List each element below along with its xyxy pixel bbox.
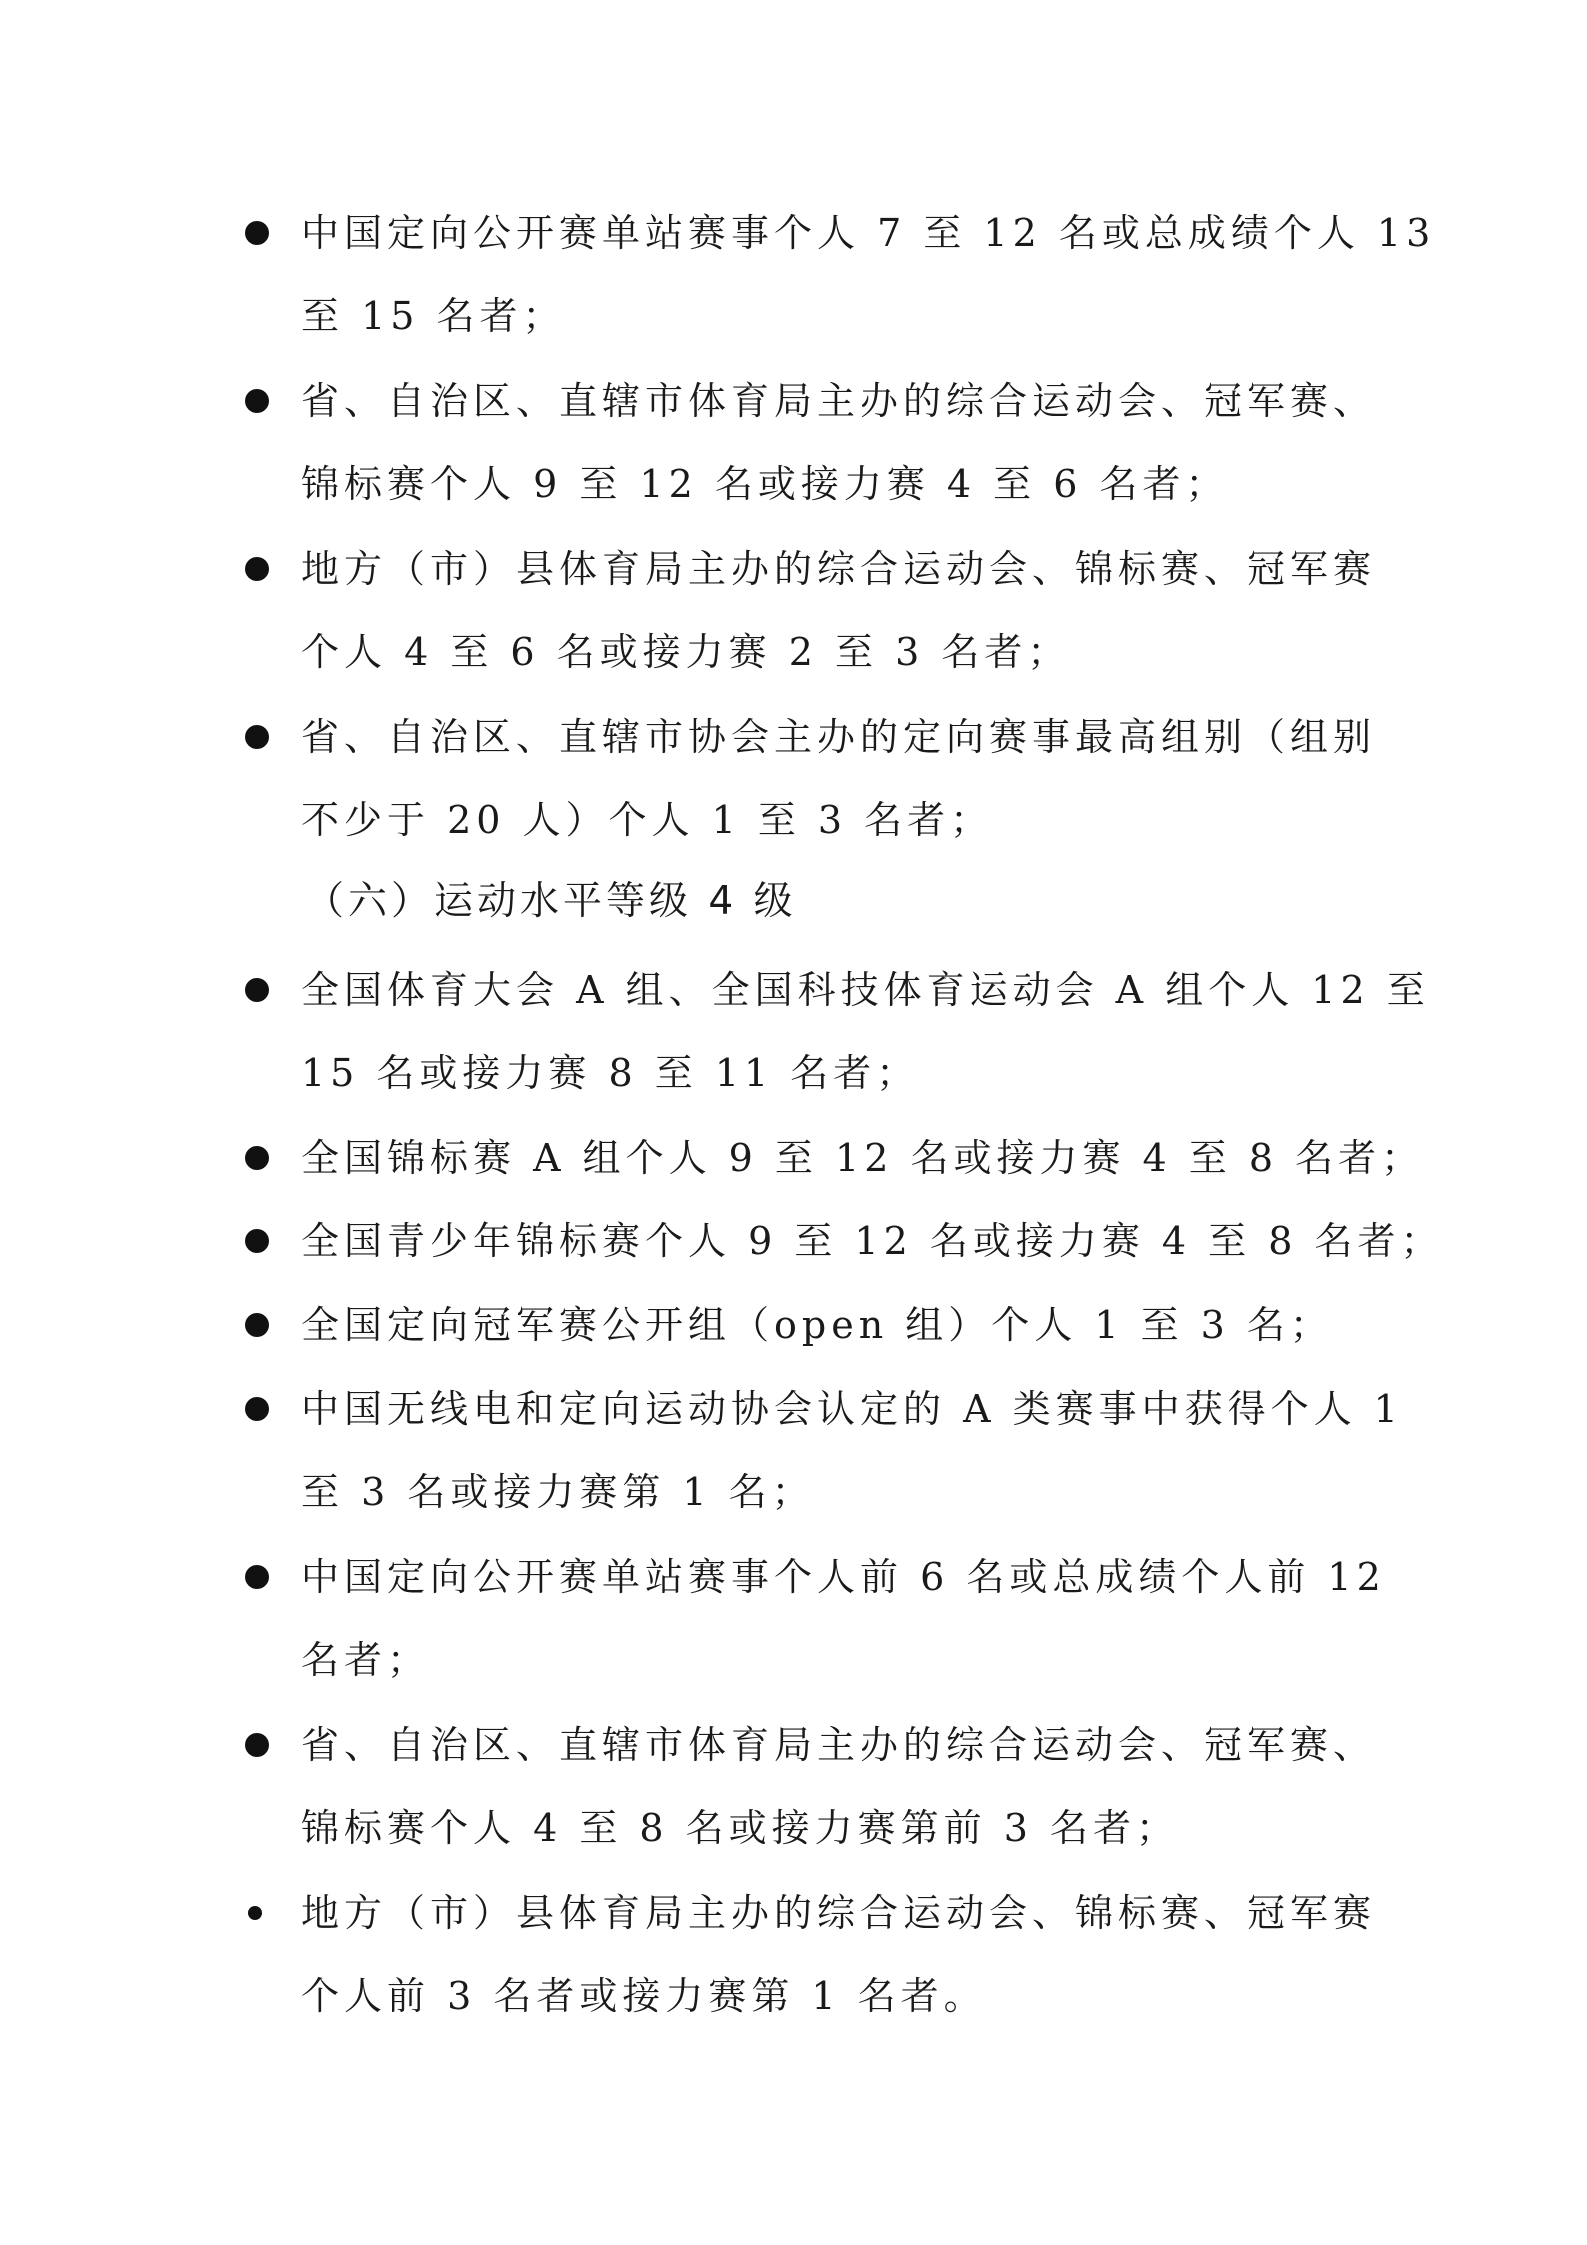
list-item-line: 地方（市）县体育局主办的综合运动会、锦标赛、冠军赛 [301,547,1377,591]
list-item-line: 名者； [301,1638,431,1682]
list-item-line: 不少于 20 人）个人 1 至 3 名者； [301,798,994,842]
bullet-icon [245,1146,269,1170]
bullet-icon [245,221,269,245]
bullet-icon [245,1565,269,1589]
list-item-line: 中国定向公开赛单站赛事个人前 6 名或总成绩个人前 12 [301,1555,1386,1599]
list-item-line: 省、自治区、直辖市体育局主办的综合运动会、冠军赛、 [301,1723,1377,1767]
list-item-line: 15 名或接力赛 8 至 11 名者； [301,1051,920,1095]
list-item-line: 至 15 名者； [301,294,566,338]
bullet-icon [245,725,269,749]
bullet-icon [245,1397,269,1421]
list-item-line: 锦标赛个人 9 至 12 名或接力赛 4 至 6 名者； [301,462,1229,506]
list-item-line: 省、自治区、直辖市体育局主办的综合运动会、冠军赛、 [301,379,1377,423]
bullet-icon [245,1313,269,1337]
list-item-line: 个人前 3 名者或接力赛第 1 名者。 [301,1974,987,2018]
bullet-icon [245,1229,269,1253]
list-item-line: 全国体育大会 A 组、全国科技体育运动会 A 组个人 12 至 [301,968,1430,1012]
list-item-line: 中国定向公开赛单站赛事个人 7 至 12 名或总成绩个人 13 [301,211,1436,255]
bullet-icon [245,978,269,1002]
bullet-icon [245,557,269,581]
list-item-line: 锦标赛个人 4 至 8 名或接力赛第前 3 名者； [301,1806,1180,1850]
bullet-icon [248,1906,262,1920]
list-item-line: 中国无线电和定向运动协会认定的 A 类赛事中获得个人 1 [301,1387,1403,1431]
list-item-line: 全国定向冠军赛公开组（open 组）个人 1 至 3 名； [301,1303,1333,1347]
list-item-line: 至 3 名或接力赛第 1 名； [301,1470,815,1514]
bullet-icon [245,1733,269,1757]
bullet-icon [245,389,269,413]
list-item-line: 个人 4 至 6 名或接力赛 2 至 3 名者； [301,630,1071,674]
list-item-line: 省、自治区、直辖市协会主办的定向赛事最高组别（组别 [301,715,1377,759]
list-item-line: 全国锦标赛 A 组个人 9 至 12 名或接力赛 4 至 8 名者； [301,1136,1425,1180]
section-heading: （六）运动水平等级 4 级 [305,879,797,924]
list-item-line: 地方（市）县体育局主办的综合运动会、锦标赛、冠军赛 [301,1891,1377,1935]
list-item-line: 全国青少年锦标赛个人 9 至 12 名或接力赛 4 至 8 名者； [301,1219,1444,1263]
